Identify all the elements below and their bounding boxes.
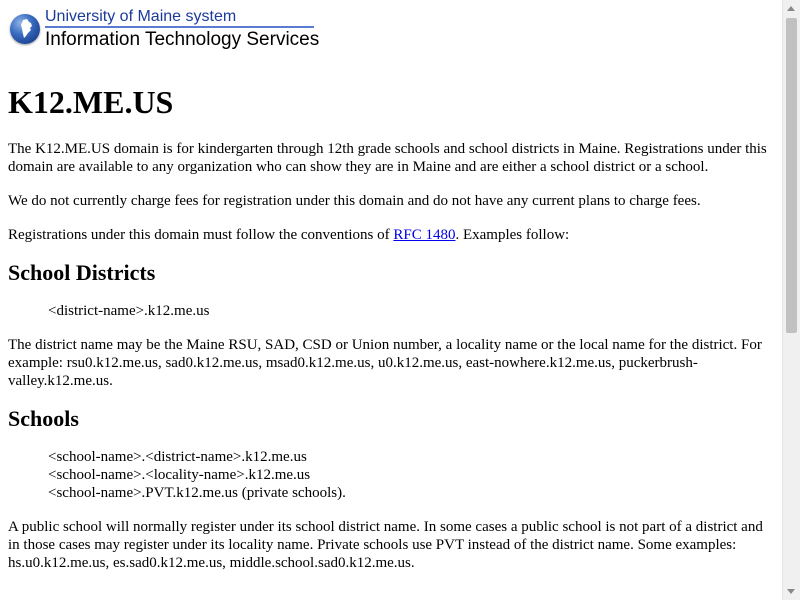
scrollbar-thumb[interactable] (786, 18, 797, 333)
masthead-divider (45, 26, 314, 28)
schools-heading: Schools (8, 406, 79, 431)
district-example-block (48, 302, 778, 320)
conventions-text-after: . Examples follow: (455, 227, 570, 243)
scroll-up-arrow-icon[interactable] (783, 0, 800, 17)
district-example: <district-name>.k12.me.us (48, 303, 210, 319)
main-content (8, 64, 778, 588)
scroll-down-arrow-icon[interactable] (783, 583, 800, 600)
school-example: <school-name>.PVT.k12.me.us (private schools). (48, 485, 346, 501)
page-title: K12.ME.US (8, 84, 174, 120)
school-example: <school-name>.<locality-name>.k12.me.us (48, 467, 311, 483)
masthead (10, 6, 320, 56)
vertical-scrollbar[interactable] (782, 0, 800, 600)
conventions-text-before: Registrations under this domain must follow the conventions of (8, 227, 394, 243)
university-logo-icon[interactable] (10, 14, 40, 44)
school-districts-heading: School Districts (8, 260, 156, 285)
district-description: The district name may be the Maine RSU, SAD, CSD or Union number, a locality name or the local name for the district. For example: rsu0.k12.me.us, sad0.k12.me.us, msad0.k12.me.us, u0.k12.me.us, east-nowhere.k12.me.us, puckerbrush-valley.k12.me.us. (8, 337, 762, 389)
fees-paragraph: We do not currently charge fees for registration under this domain and do not have any current plans to charge fees. (8, 193, 701, 209)
org-name[interactable]: University of Maine system (45, 8, 237, 25)
department-name: Information Technology Services (45, 29, 320, 50)
school-description: A public school will normally register under its school district name. In some cases a public school is not part of a district and in those cases may register under its locality name. Private schools use PVT instead of the district name. Some examples: hs.u0.k12.me.us, es.sad0.k12.me.us, middle.school.sad0.k12.me.us. (8, 519, 763, 571)
school-examples-block (48, 448, 778, 502)
rfc-1480-link[interactable]: RFC 1480 (393, 227, 456, 243)
intro-paragraph: The K12.ME.US domain is for kindergarten through 12th grade schools and school districts in Maine. Registrations under this domain are available to any organization who can show they are in Maine and are either a school district or a school. (8, 141, 767, 175)
school-example: <school-name>.<district-name>.k12.me.us (48, 449, 307, 465)
conventions-paragraph (8, 226, 778, 244)
